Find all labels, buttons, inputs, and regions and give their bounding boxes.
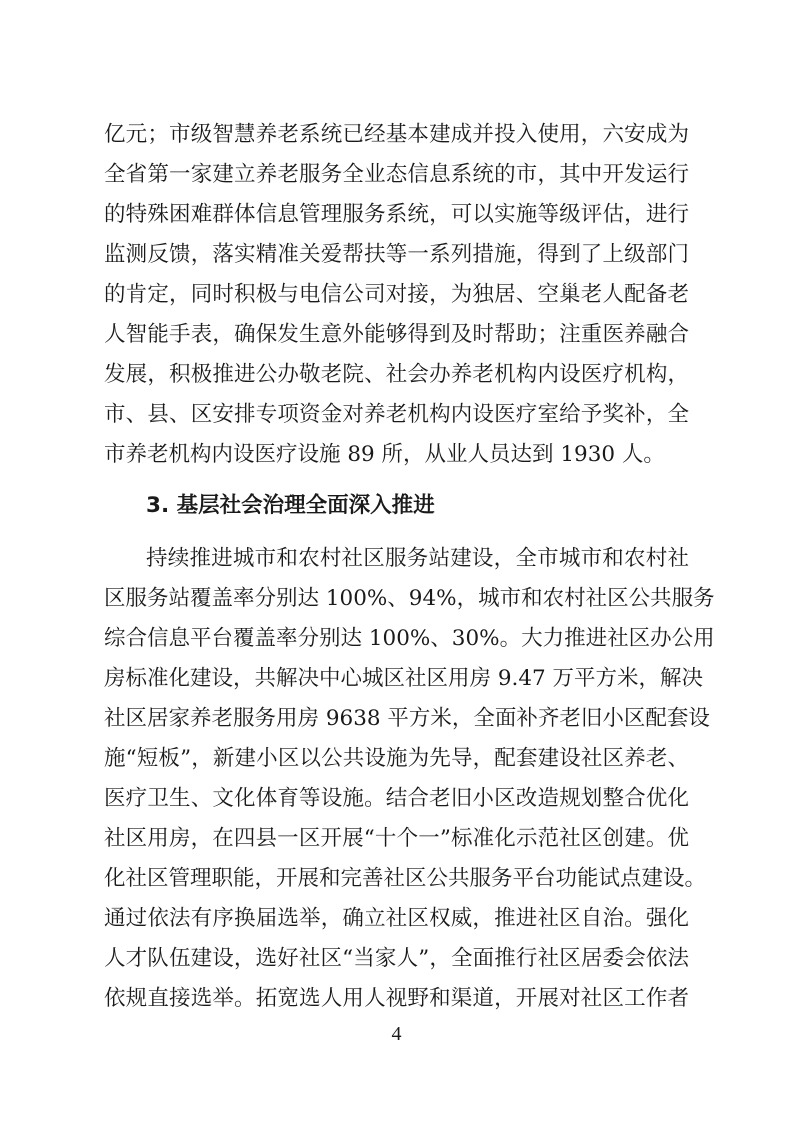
paragraph-line: 持续推进城市和农村社区服务站建设，全市城市和农村社 bbox=[146, 546, 689, 571]
paragraph-line: 全省第一家建立养老服务全业态信息系统的市，其中开发运行 bbox=[104, 162, 689, 187]
paragraph-line: 社区用房，在四县一区开展“十个一”标准化示范社区创建。优 bbox=[104, 826, 689, 851]
page-number: 4 bbox=[391, 1023, 402, 1045]
paragraph-line: 市、县、区安排专项资金对养老机构内设医疗室给予奖补，全 bbox=[104, 402, 689, 427]
section-heading: 3. 基层社会治理全面深入推进 bbox=[146, 493, 435, 518]
paragraph-line: 监测反馈，落实精准关爱帮扶等一系列措施，得到了上级部门 bbox=[104, 242, 689, 267]
paragraph-line: 人智能手表，确保发生意外能够得到及时帮助；注重医养融合 bbox=[104, 322, 689, 347]
paragraph-line: 依规直接选举。拓宽选人用人视野和渠道，开展对社区工作者 bbox=[104, 986, 689, 1011]
paragraph-line: 的肯定，同时积极与电信公司对接，为独居、空巢老人配备老 bbox=[104, 282, 689, 307]
paragraph-line: 区服务站覆盖率分别达 100%、94%，城市和农村社区公共服务 bbox=[104, 586, 715, 611]
paragraph-line: 社区居家养老服务用房 9638 平方米，全面补齐老旧小区配套设 bbox=[104, 706, 710, 731]
paragraph-line: 人才队伍建设，选好社区“当家人”，全面推行社区居委会依法 bbox=[104, 946, 689, 971]
paragraph-line: 亿元；市级智慧养老系统已经基本建成并投入使用，六安成为 bbox=[104, 122, 689, 147]
paragraph-line: 施“短板”，新建小区以公共设施为先导，配套建设社区养老、 bbox=[104, 746, 689, 771]
paragraph-line: 房标准化建设，共解决中心城区社区用房 9.47 万平方米，解决 bbox=[104, 666, 704, 691]
paragraph-line: 市养老机构内设医疗设施 89 所，从业人员达到 1930 人。 bbox=[104, 442, 665, 467]
paragraph-line: 化社区管理职能，开展和完善社区公共服务平台功能试点建设。 bbox=[104, 866, 707, 891]
paragraph-line: 综合信息平台覆盖率分别达 100%、30%。大力推进社区办公用 bbox=[104, 626, 715, 651]
paragraph-line: 发展，积极推进公办敬老院、社会办养老机构内设医疗机构， bbox=[104, 362, 689, 387]
paragraph-line: 通过依法有序换届选举，确立社区权威，推进社区自治。强化 bbox=[104, 906, 689, 931]
paragraph-line: 医疗卫生、文化体育等设施。结合老旧小区改造规划整合优化 bbox=[104, 786, 689, 811]
paragraph-line: 的特殊困难群体信息管理服务系统，可以实施等级评估，进行 bbox=[104, 202, 689, 227]
